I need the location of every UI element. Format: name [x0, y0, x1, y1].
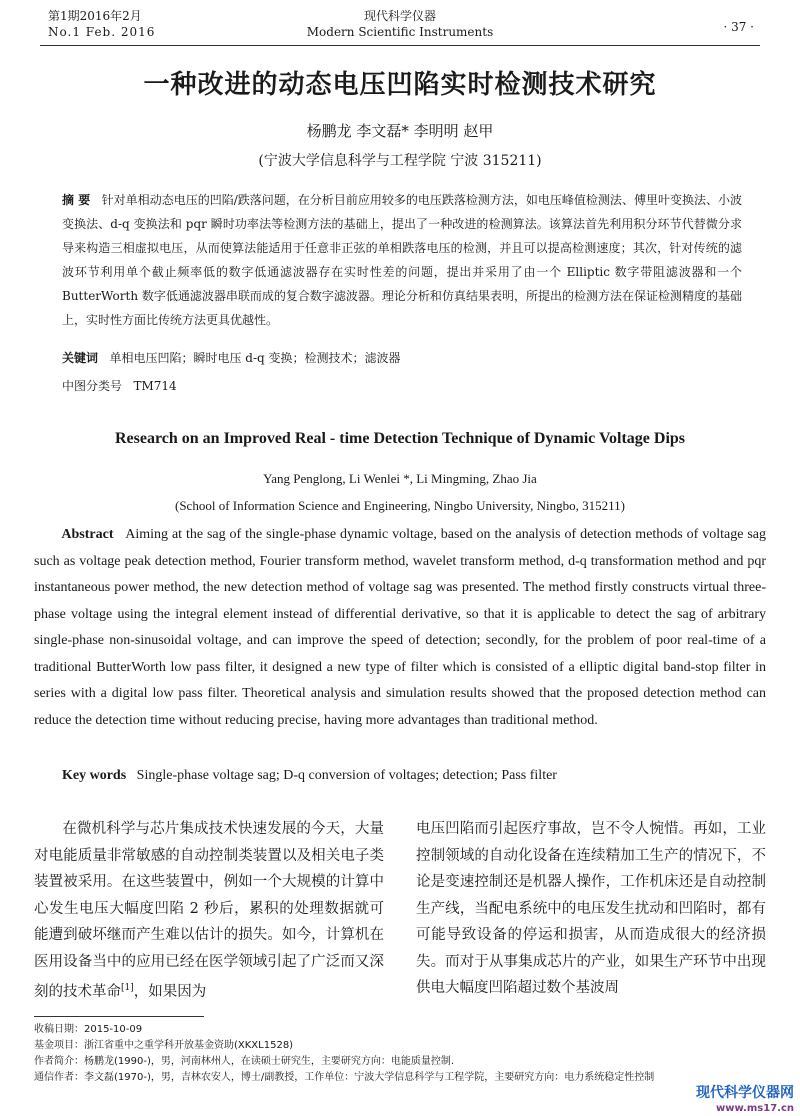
cn-classification	[62, 374, 742, 398]
header-divider	[40, 45, 760, 46]
cn-keywords-text: 单相电压凹陷；瞬时电压 d-q 变换；检测技术；滤波器	[109, 351, 401, 365]
body-column-left	[34, 816, 384, 1005]
body-column-right: 电压凹陷而引起医疗事故，岂不令人惋惜。再如，工业控制领域的自动化设备在连续精加工生产的情况下，不论是变速控制还是机器人操作，工作机床还是自动控制生产线，当配电系统中的电压发生扰动和凹陷时，都有可能导致设备的停运和损害，从而造成很大的经济损失。而对于从事集成芯片的产业，如果生产环节中出现供电大幅度凹陷超过数个基波周	[416, 821, 766, 996]
english-abstract-label: Abstract	[61, 527, 114, 542]
english-keywords	[62, 764, 762, 788]
watermark-name: 现代科学仪器网	[696, 1085, 794, 1101]
english-keywords-text: Single-phase voltage sag; D-q conversion of voltages; detection; Pass filter	[136, 768, 557, 783]
watermark-logo	[696, 1086, 794, 1116]
english-abstract-text: Aiming at the sag of the single-phase dynamic voltage, based on the analysis of detection methods of voltage sag such as voltage peak detection method, Fourier transform method, wavelet transform method, d-q transformation method and pqr instantaneous power method, the new detection method of voltage sag was presented. The method firstly constructs virtual three-phase voltage using the integral element instead of differential derivative, so that it is applicable to detect the sag of arbitrary single-phase non-sinusoidal voltage, and can improve the speed of detection; secondly, for the problem of poor real-time of a traditional ButterWorth low pass filter, it designed a new type of filter which is consisted of a elliptic digital band-stop filter in series with a digital low pass filter. Theoretical analysis and simulation results showed that the proposed detection method can reduce the detection time without reducing precise, having more advantages than traditional method.	[34, 527, 767, 728]
journal-cn: 现代科学仪器	[363, 9, 436, 23]
english-title: Research on an Improved Real - time Detection Technique of Dynamic Voltage Dips	[114, 430, 686, 447]
footnote-divider	[34, 1016, 204, 1017]
cn-class-code: TM714	[133, 379, 177, 393]
watermark-url: www.ms17.cn	[715, 1103, 794, 1114]
authors: 杨鹏龙 李文磊* 李明明 赵甲	[306, 122, 494, 140]
cn-keywords-label: 关键词	[62, 351, 99, 365]
paper-title: 一种改进的动态电压凹陷实时检测技术研究	[143, 70, 657, 100]
header-journal	[250, 8, 550, 40]
footnotes	[34, 1022, 774, 1086]
page-number: · 37 ·	[723, 20, 754, 34]
citation-ref: [1]	[121, 983, 134, 993]
english-authors: Yang Penglong, Li Wenlei *, Li Mingming, Zhao Jia	[263, 471, 537, 486]
affiliation: (宁波大学信息科学与工程学院 宁波 315211)	[258, 153, 542, 169]
header-issue	[48, 8, 155, 40]
journal-en: Modern Scientific Instruments	[306, 25, 494, 39]
footnote-corresponding: 通信作者：李文磊(1970-)，男，吉林农安人，博士/副教授，工作单位：宁波大学信息科学与工程学院，主要研究方向：电力系统稳定性控制	[34, 1072, 655, 1083]
cn-keywords	[62, 346, 742, 370]
issue-cn: 第1期2016年2月	[48, 9, 142, 23]
body-left-tail: ，如果因为	[133, 983, 207, 1000]
footnote-author: 作者简介：杨鹏龙(1990-)，男，河南林州人，在读硕士研究生，主要研究方向：电能质量控制.	[34, 1056, 455, 1067]
footnote-fund: 基金项目：浙江省重中之重学科开放基金资助(XKXL1528)	[34, 1040, 294, 1051]
footnote-received: 收稿日期：2015-10-09	[34, 1024, 143, 1035]
cn-abstract-text: 针对单相动态电压的凹陷/跌落问题，在分析目前应用较多的电压跌落检测方法，如电压峰值检测法、傅里叶变换法、小波变换法、d-q 变换法和 pqr 瞬时功率法等检测方法的基础上，提出了一种改进的检测算法。该算法首先利用积分环节代替微分求导来构造三相虚拟电压，从而使算法能适用于任意非正弦的单相跌落电压的检测，并且可以提高检测速度；其次，针对传统的滤波环节利用单个截止频率低的数字低通滤波器存在实时性差的问题，提出并采用了由一个 Elliptic 数字带阻滤波器和一个 ButterWorth 数字低通滤波器串联而成的复合数字滤波器。理论分析和仿真结果表明，所提出的检测方法在保证检测精度的基础上，实时性方面比传统方法更具优越性。	[62, 193, 742, 327]
body-left-text: 在微机科学与芯片集成技术快速发展的今天，大量对电能质量非常敏感的自动控制类装置以及相关电子类装置被采用。在这些装置中，例如一个大规模的计算中心发生电压大幅度凹陷 2 秒后，累积的处理数据就可能遭到破坏继而产生难以估计的损失。如今，计算机在医用设备当中的应用已经在医学领域引起了广泛而又深刻的技术革命	[34, 821, 385, 1000]
english-affiliation: (School of Information Science and Engineering, Ningbo University, Ningbo, 315211)	[175, 498, 625, 513]
cn-class-label: 中图分类号	[62, 379, 123, 393]
cn-abstract	[62, 188, 742, 332]
english-keywords-label: Key words	[62, 768, 127, 783]
cn-abstract-label: 摘 要	[62, 193, 91, 207]
english-abstract	[34, 522, 766, 734]
issue-en: No.1 Feb. 2016	[48, 25, 156, 39]
